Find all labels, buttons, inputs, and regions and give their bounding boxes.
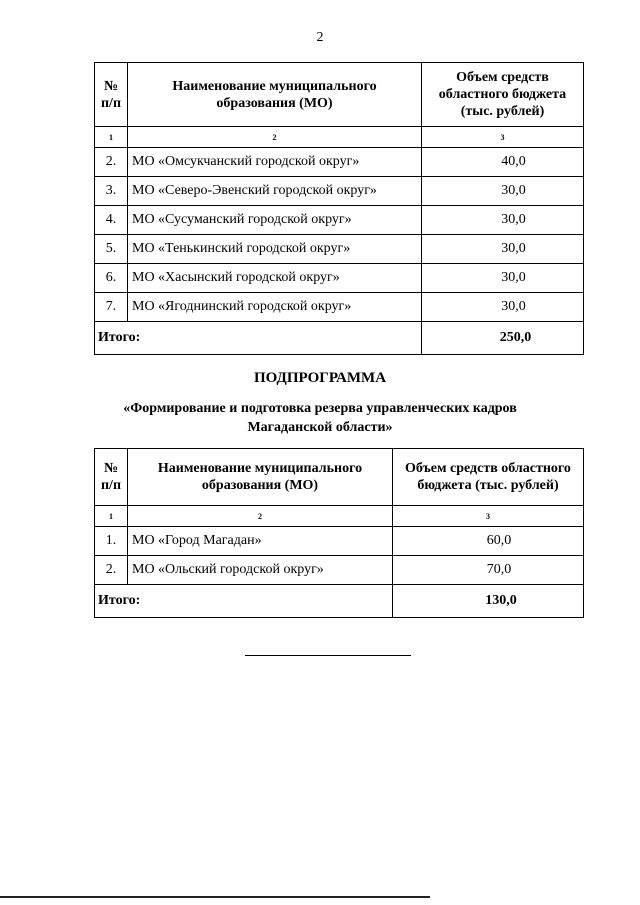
column-index: 3 bbox=[393, 506, 584, 527]
table-row bbox=[95, 148, 584, 177]
total-value: 250,0 bbox=[422, 322, 584, 355]
column-index: 2 bbox=[128, 506, 393, 527]
bottom-rule bbox=[0, 896, 430, 898]
total-value: 130,0 bbox=[393, 585, 584, 618]
column-header-number: № п/п bbox=[95, 449, 128, 506]
total-label: Итого: bbox=[95, 585, 393, 618]
budget-amount: 30,0 bbox=[422, 293, 584, 322]
budget-amount: 40,0 bbox=[422, 148, 584, 177]
municipality-name: МО «Северо-Эвенский городской округ» bbox=[128, 177, 422, 206]
total-row bbox=[95, 585, 584, 618]
municipality-name: МО «Хасынский городской округ» bbox=[128, 264, 422, 293]
table-row bbox=[95, 206, 584, 235]
table-row bbox=[95, 264, 584, 293]
budget-table-2 bbox=[94, 448, 584, 618]
row-number: 2. bbox=[95, 148, 128, 177]
municipality-name: МО «Омсукчанский городской округ» bbox=[128, 148, 422, 177]
municipality-name: МО «Ольский городской округ» bbox=[128, 556, 393, 585]
column-header-municipality: Наименование муниципального образования (МО) bbox=[128, 449, 393, 506]
page-number: 2 bbox=[316, 30, 324, 45]
row-number: 7. bbox=[95, 293, 128, 322]
subprogram-name: «Формирование и подготовка резерва управленческих кадров Магаданской области» bbox=[123, 401, 517, 435]
row-number: 1. bbox=[95, 527, 128, 556]
column-header-municipality: Наименование муниципального образования (МО) bbox=[128, 63, 422, 127]
row-number: 3. bbox=[95, 177, 128, 206]
column-header-number: № п/п bbox=[95, 63, 128, 127]
total-label: Итого: bbox=[95, 322, 422, 355]
municipality-name: МО «Тенькинский городской округ» bbox=[128, 235, 422, 264]
municipality-name: МО «Сусуманский городской округ» bbox=[128, 206, 422, 235]
column-index-row bbox=[95, 506, 584, 527]
table-row bbox=[95, 527, 584, 556]
municipality-name: МО «Город Магадан» bbox=[128, 527, 393, 556]
table-row bbox=[95, 293, 584, 322]
table-row bbox=[95, 235, 584, 264]
row-number: 2. bbox=[95, 556, 128, 585]
budget-table-1 bbox=[94, 62, 584, 355]
table-header-row bbox=[95, 63, 584, 127]
budget-amount: 30,0 bbox=[422, 264, 584, 293]
row-number: 5. bbox=[95, 235, 128, 264]
budget-amount: 30,0 bbox=[422, 206, 584, 235]
table-row bbox=[95, 177, 584, 206]
column-index: 1 bbox=[95, 506, 128, 527]
column-index: 3 bbox=[422, 127, 584, 148]
table-row bbox=[95, 556, 584, 585]
column-index-row bbox=[95, 127, 584, 148]
column-index: 2 bbox=[128, 127, 422, 148]
row-number: 6. bbox=[95, 264, 128, 293]
budget-amount: 60,0 bbox=[393, 527, 584, 556]
total-row bbox=[95, 322, 584, 355]
budget-amount: 70,0 bbox=[393, 556, 584, 585]
column-header-budget: Объем средств областного бюджета (тыс. рублей) bbox=[393, 449, 584, 506]
closing-divider-line bbox=[245, 655, 411, 656]
column-header-budget: Объем средств областного бюджета (тыс. рублей) bbox=[422, 63, 584, 127]
municipality-name: МО «Ягоднинский городской округ» bbox=[128, 293, 422, 322]
table-header-row bbox=[95, 449, 584, 506]
row-number: 4. bbox=[95, 206, 128, 235]
column-index: 1 bbox=[95, 127, 128, 148]
budget-amount: 30,0 bbox=[422, 177, 584, 206]
budget-amount: 30,0 bbox=[422, 235, 584, 264]
subprogram-title: ПОДПРОГРАММА bbox=[253, 370, 387, 386]
